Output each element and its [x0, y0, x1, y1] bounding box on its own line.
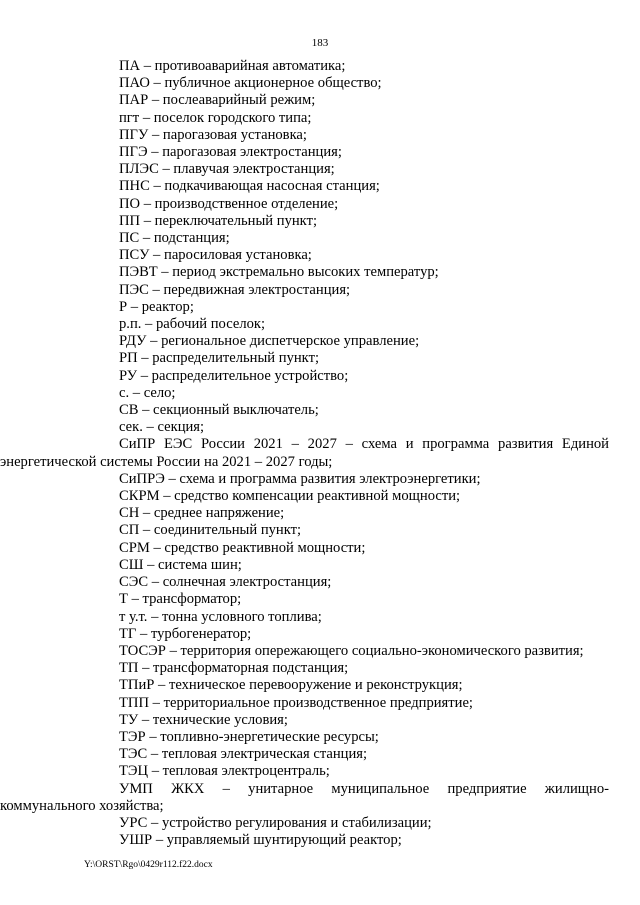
page-number: 183 — [311, 37, 329, 49]
abbreviation-entry: ТПП – территориальное производственное предприятие; — [119, 694, 473, 711]
abbreviation-entry: сек. – секция; — [119, 419, 205, 436]
abbreviation-entry: т у.т. – тонна условного топлива; — [119, 608, 322, 625]
abbreviation-entry: ТПиР – техническое перевооружение и реконструкция; — [119, 677, 463, 694]
abbreviation-entry: с. – село; — [119, 384, 176, 401]
abbreviation-entry: ПА – противоаварийная автоматика; — [119, 58, 346, 74]
entry-line-2: энергетической системы России на 2021 – 2027 годы; — [0, 453, 333, 470]
abbreviation-entry: ТЭС – тепловая электрическая станция; — [119, 746, 368, 763]
abbreviation-entry: СП – соединительный пункт; — [119, 522, 302, 539]
abbreviation-group-1 — [119, 58, 609, 436]
abbreviation-entry: ПО – производственное отделение; — [119, 195, 339, 212]
abbreviation-entry: СН – среднее напряжение; — [119, 505, 285, 522]
abbreviation-entry: ТГ – турбогенератор; — [119, 625, 252, 642]
abbreviation-entry: ТУ – технические условия; — [119, 711, 288, 728]
abbreviation-entry: УШР – управляемый шунтирующий реактор; — [119, 832, 402, 849]
abbreviation-entry: УРС – устройство регулирования и стабилизации; — [119, 814, 432, 831]
abbreviation-entry: ПП – переключательный пункт; — [119, 212, 318, 229]
entry-line-1: СиПР ЕЭС России 2021 – 2027 – схема и программа развития Единой — [119, 436, 609, 453]
abbreviation-entry: ПС – подстанция; — [119, 230, 230, 247]
abbreviation-entry: ПЛЭС – плавучая электростанция; — [119, 161, 335, 178]
abbreviation-entry: Р – реактор; — [119, 298, 194, 315]
abbreviation-entry: ТЭЦ – тепловая электроцентраль; — [119, 763, 330, 780]
abbreviation-entry: ПЭВТ – период экстремально высоких температур; — [119, 264, 439, 281]
abbreviation-group-3 — [119, 815, 609, 849]
abbreviation-entry-wrapped-ump — [0, 780, 609, 815]
abbreviation-entry: ТП – трансформаторная подстанция; — [119, 660, 349, 677]
abbreviation-entry: СКРМ – средство компенсации реактивной мощности; — [119, 488, 461, 505]
abbreviation-entry: РДУ – региональное диспетчерское управление; — [119, 333, 420, 350]
abbreviation-entry: СРМ – средство реактивной мощности; — [119, 539, 366, 556]
abbreviation-entry: ПЭС – передвижная электростанция; — [119, 281, 351, 298]
entry-line-1: УМП ЖКХ – унитарное муниципальное предприятие жилищно- — [119, 780, 609, 797]
abbreviation-entry: СиПРЭ – схема и программа развития электроэнергетики; — [119, 470, 481, 487]
abbreviation-entry: ПГЭ – парогазовая электростанция; — [119, 144, 342, 161]
abbreviation-entry: р.п. – рабочий поселок; — [119, 316, 266, 333]
abbreviation-entry-wrapped-sipr — [0, 436, 609, 470]
abbreviation-group-2 — [119, 471, 609, 781]
abbreviation-entry: РУ – распределительное устройство; — [119, 367, 349, 384]
entry-line-2: коммунального хозяйства; — [0, 797, 164, 814]
document-file-path: Y:\ORST\Rgo\0429r112.f22.docx — [84, 860, 213, 870]
abbreviation-entry: РП – распределительный пункт; — [119, 350, 320, 367]
abbreviation-entry: Т – трансформатор; — [119, 591, 242, 608]
abbreviation-entry: СЭС – солнечная электростанция; — [119, 574, 332, 591]
abbreviation-entry: ТОСЭР – территория опережающего социально-экономического развития; — [119, 642, 584, 659]
abbreviation-entry: ПАО – публичное акционерное общество; — [119, 75, 382, 92]
abbreviation-list — [0, 58, 609, 849]
abbreviation-entry: ТЭР – топливно-энергетические ресурсы; — [119, 728, 379, 745]
abbreviation-entry: ПСУ – паросиловая установка; — [119, 247, 312, 264]
abbreviation-entry: ПГУ – парогазовая установка; — [119, 126, 307, 143]
abbreviation-entry: СВ – секционный выключатель; — [119, 402, 319, 419]
abbreviation-entry: СШ – система шин; — [119, 556, 242, 573]
abbreviation-entry: ПАР – послеаварийный режим; — [119, 92, 316, 109]
abbreviation-entry: пгт – поселок городского типа; — [119, 109, 312, 126]
abbreviation-entry: ПНС – подкачивающая насосная станция; — [119, 178, 380, 195]
